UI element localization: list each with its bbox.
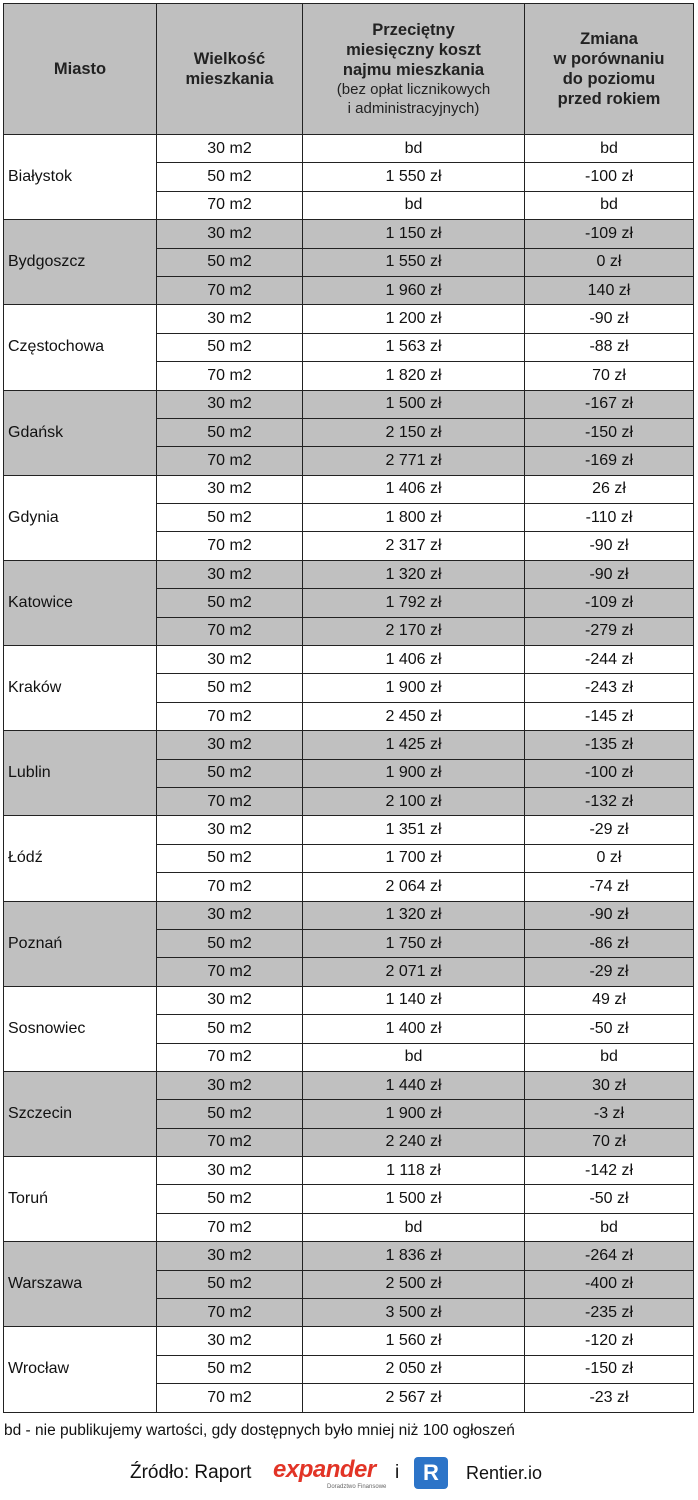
size-cell: 50 m2	[157, 504, 303, 532]
size-cell: 30 m2	[157, 135, 303, 163]
size-cell: 50 m2	[157, 248, 303, 276]
cost-cell: 1 440 zł	[303, 1071, 525, 1099]
header-cost: Przeciętny miesięczny koszt najmu mieszkania (bez opłat licznikowych i administracyjnych)	[303, 4, 525, 135]
city-cell: Gdańsk	[4, 390, 157, 475]
change-cell: bd	[525, 1213, 694, 1241]
cost-cell: 1 800 zł	[303, 504, 525, 532]
change-cell: 140 zł	[525, 276, 694, 304]
change-cell: -3 zł	[525, 1100, 694, 1128]
cost-cell: 2 064 zł	[303, 873, 525, 901]
table-row	[4, 220, 694, 248]
cost-cell: 1 563 zł	[303, 333, 525, 361]
cost-cell: 1 750 zł	[303, 929, 525, 957]
table-row	[4, 560, 694, 588]
cost-cell: 1 836 zł	[303, 1242, 525, 1270]
cost-cell: 2 050 zł	[303, 1355, 525, 1383]
size-cell: 50 m2	[157, 1355, 303, 1383]
city-cell: Szczecin	[4, 1071, 157, 1156]
cost-cell: 1 820 zł	[303, 362, 525, 390]
rentier-logo-icon: R	[414, 1457, 448, 1489]
city-cell: Lublin	[4, 731, 157, 816]
source-conjunction: i	[395, 1462, 400, 1483]
size-cell: 30 m2	[157, 901, 303, 929]
size-cell: 30 m2	[157, 1242, 303, 1270]
change-cell: -169 zł	[525, 447, 694, 475]
size-cell: 30 m2	[157, 305, 303, 333]
change-cell: -135 zł	[525, 731, 694, 759]
cost-cell: 1 406 zł	[303, 646, 525, 674]
change-cell: bd	[525, 1043, 694, 1071]
change-cell: bd	[525, 191, 694, 219]
table-row	[4, 731, 694, 759]
cost-cell: 2 150 zł	[303, 418, 525, 446]
cost-cell: 1 425 zł	[303, 731, 525, 759]
cost-cell: 1 550 zł	[303, 163, 525, 191]
cost-cell: 1 560 zł	[303, 1327, 525, 1355]
cost-cell: 1 500 zł	[303, 390, 525, 418]
size-cell: 50 m2	[157, 929, 303, 957]
size-cell: 70 m2	[157, 1128, 303, 1156]
change-cell: -150 zł	[525, 1355, 694, 1383]
cost-cell: 1 351 zł	[303, 816, 525, 844]
change-cell: -279 zł	[525, 617, 694, 645]
source-label: Źródło: Raport	[130, 1462, 252, 1483]
table-row	[4, 1242, 694, 1270]
cost-cell: 2 771 zł	[303, 447, 525, 475]
cost-cell: bd	[303, 1213, 525, 1241]
city-cell: Łódź	[4, 816, 157, 901]
size-cell: 30 m2	[157, 1157, 303, 1185]
city-cell: Częstochowa	[4, 305, 157, 390]
table-row	[4, 475, 694, 503]
table-row	[4, 816, 694, 844]
size-cell: 70 m2	[157, 362, 303, 390]
cost-cell: 1 118 zł	[303, 1157, 525, 1185]
change-cell: -132 zł	[525, 787, 694, 815]
source-line	[0, 1455, 698, 1491]
size-cell: 50 m2	[157, 163, 303, 191]
rentier-name: Rentier.io	[466, 1463, 543, 1483]
change-cell: -109 zł	[525, 220, 694, 248]
size-cell: 70 m2	[157, 1384, 303, 1412]
change-cell: -29 zł	[525, 816, 694, 844]
change-cell: -150 zł	[525, 418, 694, 446]
cost-cell: bd	[303, 191, 525, 219]
change-cell: bd	[525, 135, 694, 163]
cost-cell: 1 200 zł	[303, 305, 525, 333]
change-cell: -243 zł	[525, 674, 694, 702]
table-row	[4, 135, 694, 163]
size-cell: 70 m2	[157, 1213, 303, 1241]
change-cell: -90 zł	[525, 560, 694, 588]
header-size: Wielkość mieszkania	[157, 4, 303, 135]
cost-cell: 1 960 zł	[303, 276, 525, 304]
change-cell: 26 zł	[525, 475, 694, 503]
cost-cell: 1 140 zł	[303, 986, 525, 1014]
size-cell: 50 m2	[157, 589, 303, 617]
cost-cell: 2 450 zł	[303, 702, 525, 730]
cost-cell: bd	[303, 135, 525, 163]
table-row	[4, 1327, 694, 1355]
cost-cell: 1 792 zł	[303, 589, 525, 617]
size-cell: 50 m2	[157, 1270, 303, 1298]
size-cell: 70 m2	[157, 787, 303, 815]
size-cell: 50 m2	[157, 333, 303, 361]
change-cell: 70 zł	[525, 362, 694, 390]
change-cell: -50 zł	[525, 1015, 694, 1043]
cost-cell: 2 071 zł	[303, 958, 525, 986]
footnote: bd - nie publikujemy wartości, gdy dostępnych było mniej niż 100 ogłoszeń	[4, 1422, 515, 1439]
change-cell: -90 zł	[525, 901, 694, 929]
size-cell: 50 m2	[157, 759, 303, 787]
city-cell: Toruń	[4, 1157, 157, 1242]
change-cell: -100 zł	[525, 759, 694, 787]
cost-cell: 2 170 zł	[303, 617, 525, 645]
change-cell: -50 zł	[525, 1185, 694, 1213]
change-cell: -167 zł	[525, 390, 694, 418]
expander-logo-subtitle: Doradztwo Finansowe	[327, 1484, 387, 1490]
change-cell: 0 zł	[525, 248, 694, 276]
size-cell: 70 m2	[157, 191, 303, 219]
cost-cell: 2 240 zł	[303, 1128, 525, 1156]
cost-cell: 2 500 zł	[303, 1270, 525, 1298]
size-cell: 30 m2	[157, 816, 303, 844]
change-cell: -145 zł	[525, 702, 694, 730]
cost-cell: 1 320 zł	[303, 560, 525, 588]
cost-cell: 1 700 zł	[303, 844, 525, 872]
city-cell: Białystok	[4, 135, 157, 220]
size-cell: 30 m2	[157, 646, 303, 674]
table-row	[4, 305, 694, 333]
size-cell: 50 m2	[157, 844, 303, 872]
size-cell: 50 m2	[157, 1015, 303, 1043]
size-cell: 50 m2	[157, 1100, 303, 1128]
header-change: Zmiana w porównaniu do poziomu przed rokiem	[525, 4, 694, 135]
city-cell: Warszawa	[4, 1242, 157, 1327]
table-row	[4, 986, 694, 1014]
change-cell: -86 zł	[525, 929, 694, 957]
table-row	[4, 1157, 694, 1185]
city-cell: Kraków	[4, 646, 157, 731]
cost-cell: 3 500 zł	[303, 1299, 525, 1327]
cost-cell: 1 900 zł	[303, 759, 525, 787]
size-cell: 70 m2	[157, 1299, 303, 1327]
change-cell: -90 zł	[525, 305, 694, 333]
change-cell: -88 zł	[525, 333, 694, 361]
rent-table	[3, 3, 694, 1413]
size-cell: 70 m2	[157, 447, 303, 475]
change-cell: -74 zł	[525, 873, 694, 901]
table-header-row	[4, 4, 694, 135]
city-cell: Katowice	[4, 560, 157, 645]
change-cell: -23 zł	[525, 1384, 694, 1412]
change-cell: 49 zł	[525, 986, 694, 1014]
cost-cell: 1 900 zł	[303, 1100, 525, 1128]
size-cell: 50 m2	[157, 674, 303, 702]
change-cell: -244 zł	[525, 646, 694, 674]
table-row	[4, 1071, 694, 1099]
table-row	[4, 646, 694, 674]
size-cell: 70 m2	[157, 1043, 303, 1071]
change-cell: -264 zł	[525, 1242, 694, 1270]
city-cell: Sosnowiec	[4, 986, 157, 1071]
change-cell: -120 zł	[525, 1327, 694, 1355]
change-cell: -100 zł	[525, 163, 694, 191]
header-city: Miasto	[4, 4, 157, 135]
size-cell: 70 m2	[157, 532, 303, 560]
city-cell: Bydgoszcz	[4, 220, 157, 305]
change-cell: -235 zł	[525, 1299, 694, 1327]
size-cell: 30 m2	[157, 475, 303, 503]
size-cell: 50 m2	[157, 1185, 303, 1213]
cost-cell: 1 150 zł	[303, 220, 525, 248]
change-cell: -90 zł	[525, 532, 694, 560]
size-cell: 50 m2	[157, 418, 303, 446]
change-cell: 30 zł	[525, 1071, 694, 1099]
size-cell: 30 m2	[157, 986, 303, 1014]
table-row	[4, 901, 694, 929]
size-cell: 30 m2	[157, 731, 303, 759]
size-cell: 70 m2	[157, 702, 303, 730]
cost-cell: 2 567 zł	[303, 1384, 525, 1412]
cost-cell: 1 406 zł	[303, 475, 525, 503]
size-cell: 70 m2	[157, 617, 303, 645]
cost-cell: 2 100 zł	[303, 787, 525, 815]
size-cell: 30 m2	[157, 220, 303, 248]
cost-cell: 1 500 zł	[303, 1185, 525, 1213]
size-cell: 70 m2	[157, 276, 303, 304]
change-cell: -29 zł	[525, 958, 694, 986]
change-cell: -400 zł	[525, 1270, 694, 1298]
cost-cell: 1 550 zł	[303, 248, 525, 276]
size-cell: 70 m2	[157, 873, 303, 901]
city-cell: Poznań	[4, 901, 157, 986]
cost-cell: 1 320 zł	[303, 901, 525, 929]
size-cell: 30 m2	[157, 390, 303, 418]
change-cell: -109 zł	[525, 589, 694, 617]
city-cell: Wrocław	[4, 1327, 157, 1412]
table-row	[4, 390, 694, 418]
change-cell: 70 zł	[525, 1128, 694, 1156]
change-cell: -110 zł	[525, 504, 694, 532]
change-cell: -142 zł	[525, 1157, 694, 1185]
size-cell: 30 m2	[157, 560, 303, 588]
cost-cell: 2 317 zł	[303, 532, 525, 560]
size-cell: 30 m2	[157, 1071, 303, 1099]
cost-cell: bd	[303, 1043, 525, 1071]
cost-cell: 1 400 zł	[303, 1015, 525, 1043]
change-cell: 0 zł	[525, 844, 694, 872]
city-cell: Gdynia	[4, 475, 157, 560]
size-cell: 30 m2	[157, 1327, 303, 1355]
cost-cell: 1 900 zł	[303, 674, 525, 702]
expander-logo: expander	[273, 1456, 376, 1483]
size-cell: 70 m2	[157, 958, 303, 986]
